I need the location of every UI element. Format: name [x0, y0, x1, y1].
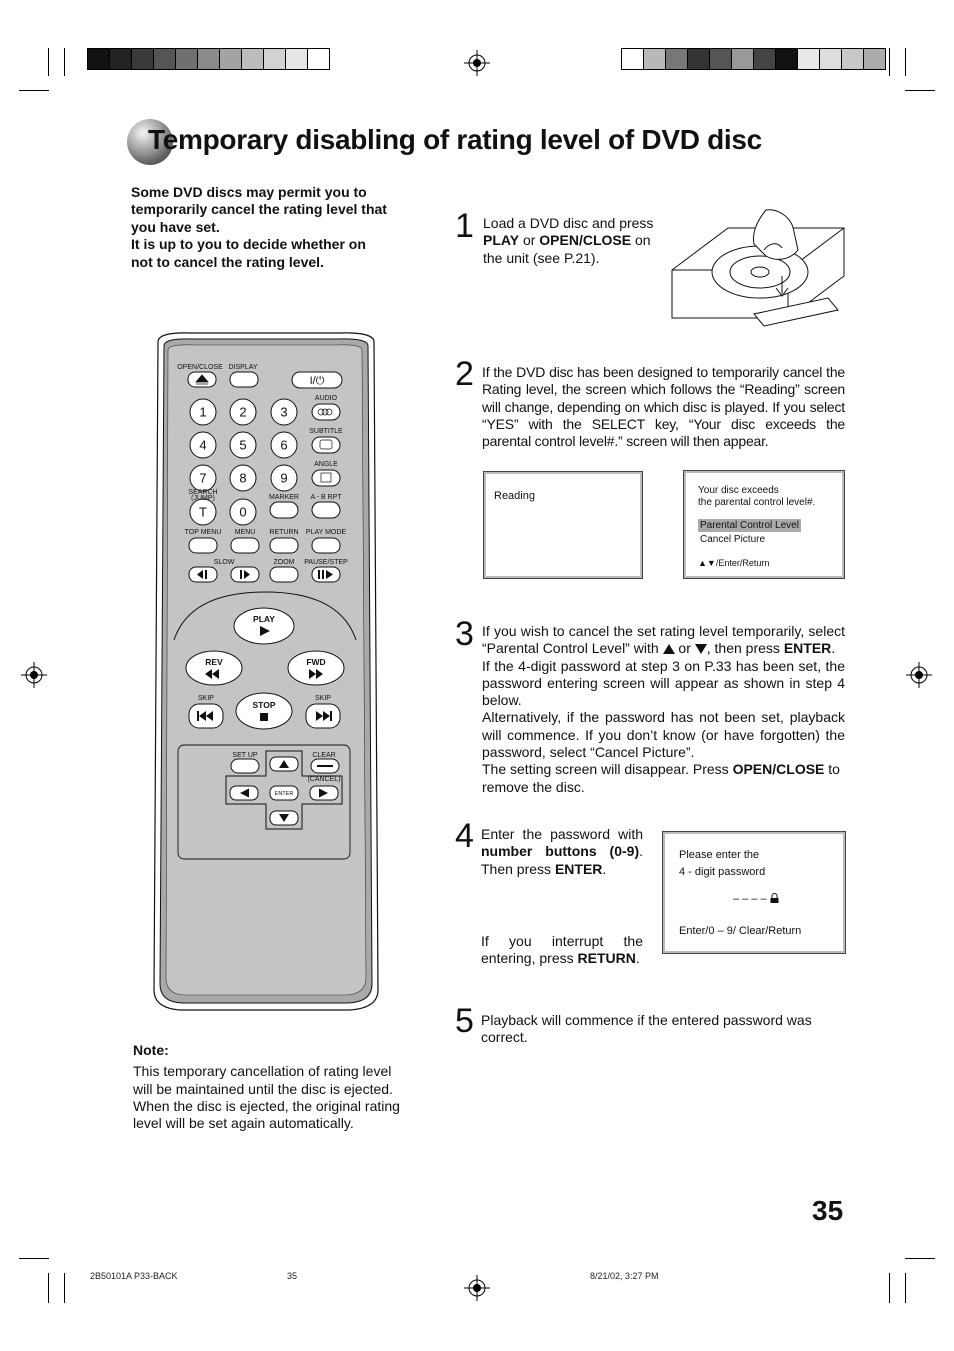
up-down-icon: ▲▼ — [698, 558, 716, 568]
page-number: 35 — [812, 1195, 844, 1226]
note-text: This temporary cancellation of rating level will be maintained until the disc is ejected. When the disc is ejected, the original rating level will be set again automatically. — [133, 1063, 400, 1132]
stop-icon — [260, 713, 268, 721]
password-screen — [662, 831, 846, 954]
color-swatch — [732, 49, 754, 69]
color-bar-left — [87, 48, 330, 70]
label-menu: MENU — [234, 529, 256, 536]
color-swatch — [644, 49, 666, 69]
label-play: PLAY — [253, 614, 275, 624]
note-heading: Note: — [133, 1042, 169, 1058]
step-2-text: If the DVD disc has been designed to temporarily cancel the Rating level, the screen which follows the “Reading” screen will change, depending on which disc is played. If you select “YES” with the SELECT key, “Your disc exceeds the parental control level#.” screen will then appear. — [482, 364, 845, 450]
label-pause-step: PAUSE/STEP — [304, 559, 348, 566]
label-zoom: ZOOM — [273, 559, 295, 566]
color-swatch — [622, 49, 644, 69]
digit-label-0: 0 — [239, 504, 247, 520]
note-box — [133, 1042, 405, 1132]
color-swatch — [776, 49, 798, 69]
color-swatch — [710, 49, 732, 69]
stop-button[interactable] — [236, 693, 292, 729]
play-mode-button[interactable] — [312, 538, 340, 553]
footer-center: 35 — [287, 1271, 298, 1281]
password-dashes: – – – – — [733, 893, 779, 905]
display-button[interactable] — [230, 372, 258, 387]
label-ab-rpt: A - B RPT — [310, 494, 342, 501]
ab-repeat-button[interactable] — [312, 502, 340, 518]
color-swatch — [286, 49, 308, 69]
label-fwd: FWD — [306, 657, 326, 667]
reading-label: Reading — [494, 490, 535, 502]
color-swatch — [154, 49, 176, 69]
power-icon: I/⏻ — [309, 375, 325, 387]
digit-label-2: 2 — [239, 404, 247, 420]
page-title: Temporary disabling of rating level of DVD disc — [148, 124, 762, 155]
password-nav-hint: Enter/0 – 9/ Clear/Return — [679, 925, 802, 937]
digit-label-4: 4 — [199, 437, 207, 453]
label-clear: CLEAR — [312, 752, 336, 759]
label-slow: SLOW — [213, 559, 235, 566]
lock-icon — [770, 893, 779, 903]
label-display: DISPLAY — [228, 364, 258, 371]
exceed-line-1: Your disc exceeds — [698, 485, 779, 496]
digit-label-9: 9 — [280, 470, 288, 486]
color-swatch — [308, 49, 329, 69]
color-swatch — [798, 49, 820, 69]
zoom-button[interactable] — [270, 567, 298, 582]
setup-button[interactable] — [231, 759, 259, 773]
exceed-line-2: the parental control level#. — [698, 497, 816, 508]
step-3-number: 3 — [455, 615, 474, 653]
label-skip-right: SKIP — [315, 695, 331, 702]
color-swatch — [666, 49, 688, 69]
registration-mark-left-icon — [21, 662, 47, 688]
color-swatch — [842, 49, 864, 69]
label-stop: STOP — [252, 700, 276, 710]
step-5-text: Playback will commence if the entered password was correct. — [481, 1012, 812, 1046]
step-4-interrupt-text: If you interrupt the entering, press RETURN. — [481, 933, 643, 967]
label-search: SEARCH — [188, 489, 218, 496]
registration-mark-bottom-icon — [464, 1275, 490, 1301]
label-play-mode: PLAY MODE — [305, 529, 347, 536]
label-return: RETURN — [269, 529, 299, 536]
step-4-text: Enter the password with number buttons (0-9). Then press ENTER. — [481, 826, 643, 877]
label-rev: REV — [205, 657, 223, 667]
color-swatch — [198, 49, 220, 69]
color-swatch — [264, 49, 286, 69]
digit-label-6: 6 — [280, 437, 288, 453]
subtitle-button[interactable] — [312, 437, 340, 453]
footer-left: 2B50101A P33-BACK — [90, 1271, 178, 1281]
exceed-nav-hint: ▲▼/Enter/Return — [698, 558, 770, 568]
label-angle: ANGLE — [314, 461, 338, 468]
digit-label-7: 7 — [199, 470, 207, 486]
color-swatch — [688, 49, 710, 69]
digit-label-8: 8 — [239, 470, 247, 486]
disc-loading-illustration — [668, 206, 848, 328]
color-swatch — [820, 49, 842, 69]
label-subtitle: SUBTITLE — [309, 428, 343, 435]
registration-mark-right-icon — [906, 662, 932, 688]
color-swatch — [132, 49, 154, 69]
step-5-number: 5 — [455, 1002, 474, 1040]
label-enter: ENTER — [274, 791, 294, 797]
marker-button[interactable] — [270, 502, 298, 518]
label-skip-left: SKIP — [198, 695, 214, 702]
intro-line-1: Some DVD discs may permit you to temporarily cancel the rating level that you have set. — [131, 184, 387, 235]
step-1-text: Load a DVD disc and press PLAY or OPEN/CLOSE on the unit (see P.21). — [483, 215, 654, 266]
label-open-close: OPEN/CLOSE — [177, 364, 223, 371]
color-swatch — [242, 49, 264, 69]
label-cancel: (CANCEL) — [307, 776, 341, 783]
password-line-2: 4 - digit password — [679, 866, 766, 878]
digit-label-3: 3 — [280, 404, 288, 420]
digit-label-5: 5 — [239, 437, 247, 453]
reading-screen — [483, 471, 643, 579]
digit-label-1: 1 — [199, 404, 207, 420]
password-line-1: Please enter the — [679, 849, 760, 861]
color-swatch — [110, 49, 132, 69]
step-2-number: 2 — [455, 355, 474, 393]
footer-right: 8/21/02, 3:27 PM — [590, 1271, 659, 1281]
label-marker: MARKER — [269, 494, 299, 501]
color-swatch — [176, 49, 198, 69]
down-arrow-icon — [695, 644, 707, 654]
color-bar-right — [621, 48, 886, 70]
step-1-number: 1 — [455, 207, 474, 245]
label-jump: (JUMP) — [191, 495, 215, 502]
intro-line-2: It is up to you to decide whether on not to cancel the rating level. — [131, 236, 366, 270]
color-swatch — [220, 49, 242, 69]
digit-label-T: T — [199, 504, 207, 520]
label-setup: SET UP — [232, 752, 258, 759]
up-arrow-icon — [663, 644, 675, 654]
menu-button[interactable] — [231, 538, 259, 553]
label-audio: AUDIO — [314, 395, 338, 402]
intro-text — [131, 184, 391, 271]
registration-mark-top-icon — [464, 50, 490, 76]
label-top-menu: TOP MENU — [184, 529, 222, 536]
angle-button[interactable] — [312, 470, 340, 486]
color-swatch — [88, 49, 110, 69]
exceed-screen — [683, 470, 845, 579]
color-swatch — [754, 49, 776, 69]
option-parental-control-level[interactable]: Parental Control Level — [700, 520, 799, 531]
option-cancel-picture[interactable]: Cancel Picture — [700, 534, 766, 545]
color-swatch — [864, 49, 885, 69]
remote-control-illustration — [150, 330, 380, 1015]
step-3-text: If you wish to cancel the set rating level temporarily, select “Parental Control Level” with or , then press ENTER. If the 4-digit password at step 3 on P.33 has been set, the password entering screen will appear as shown in step 4 below. Alternatively, if the password has not been set, playback will commence. If you don’t know (or have forgotten) the password, select “Cancel Picture”. The setting screen will disappear. Press OPEN/CLOSE to remove the disc. — [482, 623, 845, 795]
return-button[interactable] — [270, 538, 298, 553]
top-menu-button[interactable] — [189, 538, 217, 553]
step-4-number: 4 — [455, 817, 474, 855]
